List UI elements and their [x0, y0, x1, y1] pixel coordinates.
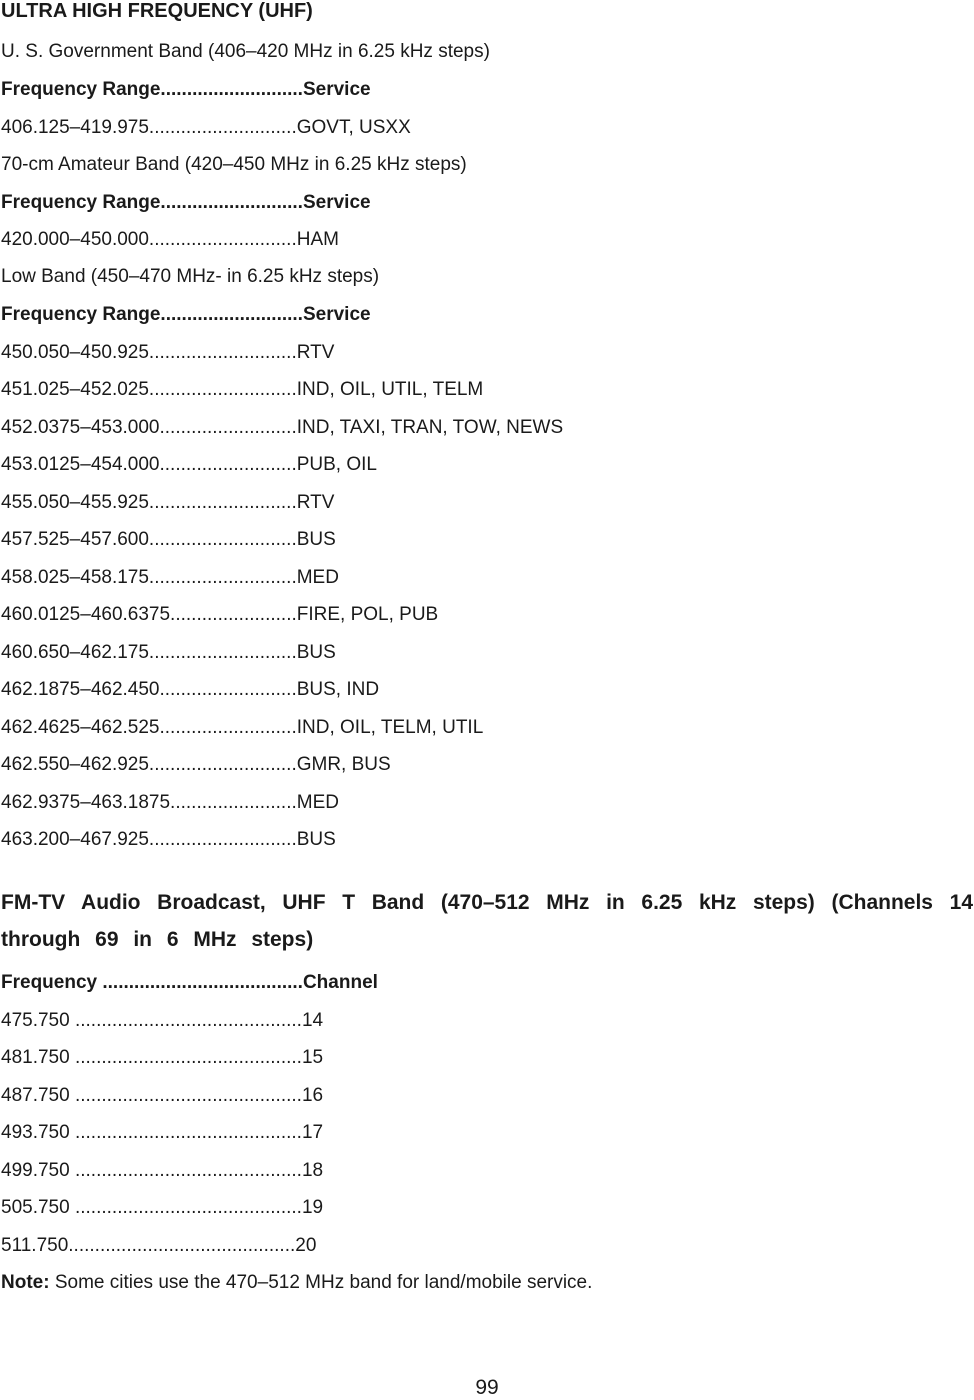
table-row: 463.200–467.925............................BUS — [1, 829, 336, 850]
table-row: 493.750 ...........................................17 — [1, 1122, 324, 1143]
table-row: 453.0125–454.000..........................PUB, OIL — [1, 454, 377, 475]
table-row: 455.050–455.925............................RTV — [1, 492, 335, 513]
table-row: 457.525–457.600............................BUS — [1, 529, 336, 550]
page-title: ULTRA HIGH FREQUENCY (UHF) — [1, 0, 313, 22]
note — [1, 1272, 592, 1294]
table-row: 487.750 ...........................................16 — [1, 1085, 324, 1106]
tv-band-heading: FM-TV Audio Broadcast, UHF T Band (470–512 MHz in 6.25 kHz steps) (Channels 14 through 69 in 6 MHz steps) — [1, 891, 973, 951]
table-row: 511.750...........................................20 — [1, 1235, 317, 1256]
table-row: 505.750 ...........................................19 — [1, 1197, 324, 1218]
table-row: 452.0375–453.000..........................IND, TAXI, TRAN, TOW, NEWS — [1, 417, 564, 438]
table-header-amateur: Frequency Range...........................Service — [1, 192, 371, 213]
band-title-amateur: 70-cm Amateur Band (420–450 MHz in 6.25 kHz steps) — [1, 154, 467, 175]
table-header-government: Frequency Range...........................Service — [1, 79, 371, 100]
table-row: 460.0125–460.6375........................FIRE, POL, PUB — [1, 604, 439, 625]
table-row: 499.750 ...........................................18 — [1, 1160, 324, 1181]
note-label: Note: — [1, 1272, 50, 1293]
table-row: 481.750 ...........................................15 — [1, 1047, 324, 1068]
table-row: 451.025–452.025............................IND, OIL, UTIL, TELM — [1, 379, 484, 400]
table-row: 458.025–458.175............................MED — [1, 567, 339, 588]
table-row: 462.9375–463.1875........................MED — [1, 792, 339, 813]
table-row: 406.125–419.975............................GOVT, USXX — [1, 117, 411, 138]
table-row: 462.550–462.925............................GMR, BUS — [1, 754, 391, 775]
band-title-low: Low Band (450–470 MHz- in 6.25 kHz steps) — [1, 266, 380, 287]
band-title-government: U. S. Government Band (406–420 MHz in 6.25 kHz steps) — [1, 41, 490, 62]
page-number: 99 — [475, 1376, 499, 1399]
table-row: 420.000–450.000............................HAM — [1, 229, 339, 250]
table-header-tv: Frequency ......................................Channel — [1, 972, 378, 993]
table-row: 450.050–450.925............................RTV — [1, 342, 335, 363]
table-row: 460.650–462.175............................BUS — [1, 642, 336, 663]
note-text: Some cities use the 470–512 MHz band for land/mobile service. — [49, 1272, 593, 1293]
table-row: 462.1875–462.450..........................BUS, IND — [1, 679, 380, 700]
table-row: 462.4625–462.525..........................IND, OIL, TELM, UTIL — [1, 717, 484, 738]
table-row: 475.750 ...........................................14 — [1, 1010, 324, 1031]
table-header-low: Frequency Range...........................Service — [1, 304, 371, 325]
